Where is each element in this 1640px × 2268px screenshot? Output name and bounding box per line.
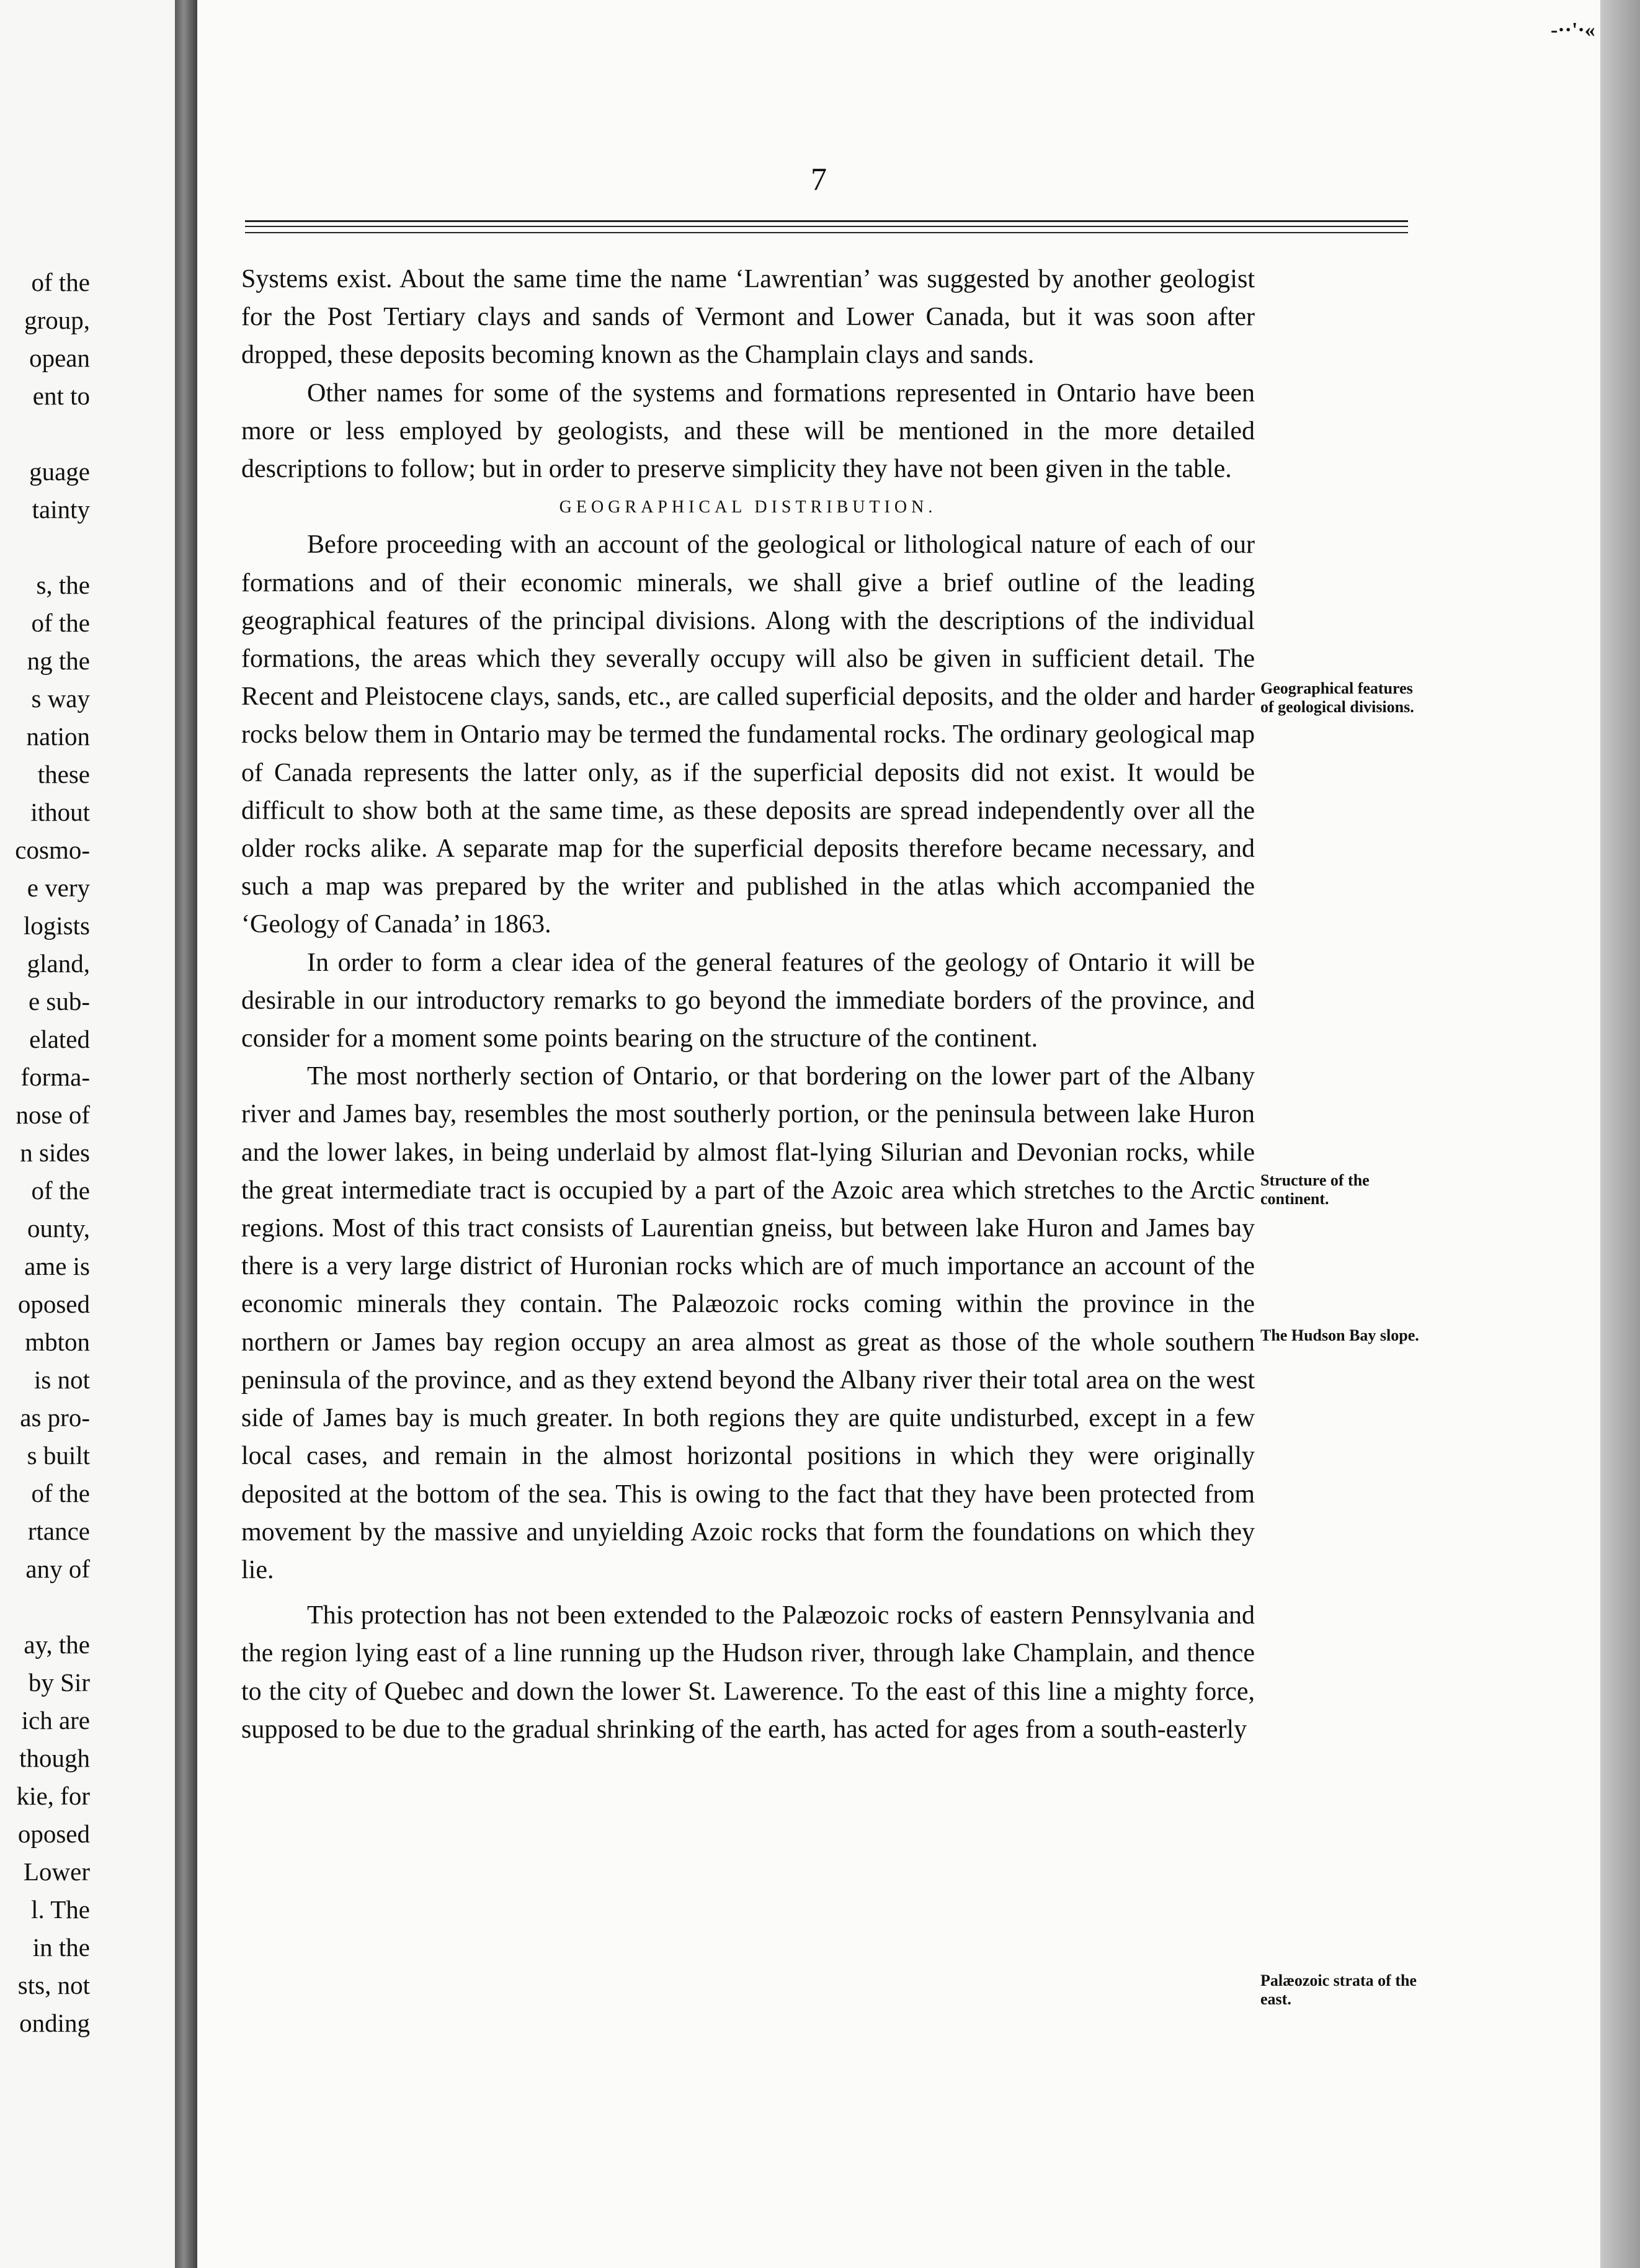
previous-page-line: ounty, (27, 1214, 90, 1243)
previous-page-line: rtance (27, 1517, 90, 1545)
header-rule (245, 220, 1408, 222)
corner-mark: -··'·« (1551, 19, 1595, 42)
previous-page-line: of the (31, 1479, 90, 1507)
previous-page-line: Lower (23, 1857, 90, 1886)
previous-page-line: group, (24, 306, 90, 334)
previous-page-line: s, the (36, 571, 90, 599)
previous-page-line: though (19, 1744, 90, 1772)
paragraph: Systems exist. About the same time the name ‘Lawrentian’ was suggested by another geologist for the Post Tertiary clays and sands of Vermont and Lower Canada, but it was soon after dropped, these deposits becoming known as the Champlain clays and sands. (241, 265, 1255, 370)
paragraph: Other names for some of the systems and formations represented in Ontario have been more or less employed by geologists, and these will be mentioned in the more detailed descriptions to follow; but in order to preserve simplicity they have not been given in the table. (241, 378, 1255, 484)
previous-page-line: of the (31, 609, 90, 637)
previous-page (0, 0, 175, 2268)
previous-page-line: cosmo- (15, 836, 90, 864)
previous-page-line: sts, not (17, 1971, 90, 1999)
previous-page-line: ent to (32, 382, 90, 410)
previous-page-line: s way (31, 684, 90, 713)
previous-page-line: opean (29, 344, 90, 372)
paragraph: In order to form a clear idea of the general features of the geology of Ontario it will be desirable in our introductory remarks to go beyond the immediate borders of the province, and consider for a moment some points bearing on the structure of the continent. (241, 948, 1255, 1053)
previous-page-line: nose of (16, 1101, 90, 1129)
previous-page-line: as pro- (20, 1403, 90, 1432)
previous-page-line: e sub- (28, 987, 90, 1016)
side-note: Geographical features of geological divisions. (1260, 679, 1414, 716)
previous-page-line: is not (34, 1365, 90, 1394)
previous-page-line: kie, for (16, 1782, 90, 1810)
previous-page-line: oposed (17, 1290, 90, 1318)
previous-page-line: ame is (24, 1252, 90, 1280)
paragraph: Before proceeding with an account of the geological or lithological nature of each of our formations and of their economic minerals, we shall give a brief outline of the leading geographical features of the principal divisions. Along with the descriptions of the individual formations, the areas which they severally occupy will also be given in sufficient detail. The Recent and Pleistocene clays, sands, etc., are called superficial deposits, and the older and harder rocks below them in Ontario may be termed the fundamental rocks. The ordinary geological map of Canada represents the latter only, as if the superficial deposits did not exist. It would be difficult to show both at the same time, as these deposits are spread independently over all the older rocks alike. A separate map for the superficial deposits therefore became necessary, and such a map was prepared by the writer and published in the atlas which accompanied the ‘Geology of Canada’ in 1863. (241, 530, 1255, 939)
page-number: 7 (811, 162, 827, 197)
previous-page-line: gland, (27, 949, 90, 978)
previous-page-line: ithout (30, 798, 90, 826)
side-note: Structure of the continent. (1260, 1171, 1370, 1208)
previous-page-line: onding (19, 2009, 90, 2037)
previous-page-line: mbton (25, 1328, 90, 1356)
previous-page-line: nation (26, 722, 90, 751)
previous-page-line: ich are (21, 1706, 90, 1734)
previous-page-line: l. The (31, 1895, 90, 1924)
previous-page-line: of the (31, 268, 90, 297)
paragraph: The most northerly section of Ontario, or that bordering on the lower part of the Albany river and James bay, resembles the most southerly portion, or the peninsula between lake Huron and the lower lakes, in being underlaid by almost flat-lying Silurian and Devonian rocks, while the great intermediate tract is occupied by a part of the Azoic area which stretches to the Arctic regions. Most of this tract consists of Laurentian gneiss, but between lake Huron and James bay there is a very large district of Huronian rocks which are of much importance an account of the economic minerals they contain. The Palæozoic rocks coming within the province in the northern or James bay region occupy an area almost as great as those of the whole southern peninsula of the province, and as they extend beyond the Albany river their total area on the west side of James bay is much greater. In both regions they are quite undisturbed, except in a few local cases, and remain in the almost horizontal positions in which they were originally deposited at the bottom of the sea. This is owing to the fact that they have been protected from movement by the massive and unyielding Azoic rocks that form the foundations on which they lie. (241, 1062, 1255, 1584)
page-edge (1600, 0, 1640, 2268)
previous-page-line: s built (27, 1441, 90, 1470)
paragraph: This protection has not been extended to the Palæozoic rocks of eastern Pennsylvania and the region lying east of a line running up the Hudson river, through lake Champlain, and thence to the city of Quebec and down the lower St. Lawerence. To the east of this line a mighty force, supposed to be due to the gradual shrinking of the earth, has acted for ages from a south-easterly (241, 1601, 1255, 1744)
previous-page-line: forma- (20, 1063, 90, 1091)
previous-page-line: elated (29, 1025, 90, 1053)
previous-page-line: oposed (17, 1819, 90, 1848)
book-gutter (175, 0, 197, 2268)
header-rule (245, 232, 1408, 233)
previous-page-line: any of (25, 1555, 90, 1583)
header-rule (245, 226, 1408, 227)
previous-page-line: tainty (32, 495, 90, 524)
side-note: The Hudson Bay slope. (1260, 1326, 1419, 1344)
previous-page-line: in the (32, 1933, 90, 1962)
previous-page-line: of the (31, 1176, 90, 1205)
previous-page-line: guage (29, 457, 90, 486)
side-note: Palæozoic strata of the east. (1260, 1971, 1417, 2008)
body-text (241, 261, 1255, 1749)
previous-page-line: logists (23, 911, 90, 940)
section-heading: GEOGRAPHICAL DISTRIBUTION. (559, 498, 937, 517)
previous-page-line: ay, the (24, 1630, 90, 1659)
previous-page-line: these (37, 760, 90, 788)
previous-page-line: e very (27, 873, 90, 902)
previous-page-line: by Sir (28, 1668, 90, 1697)
previous-page-line: ng the (27, 646, 90, 675)
previous-page-line: n sides (20, 1138, 90, 1167)
